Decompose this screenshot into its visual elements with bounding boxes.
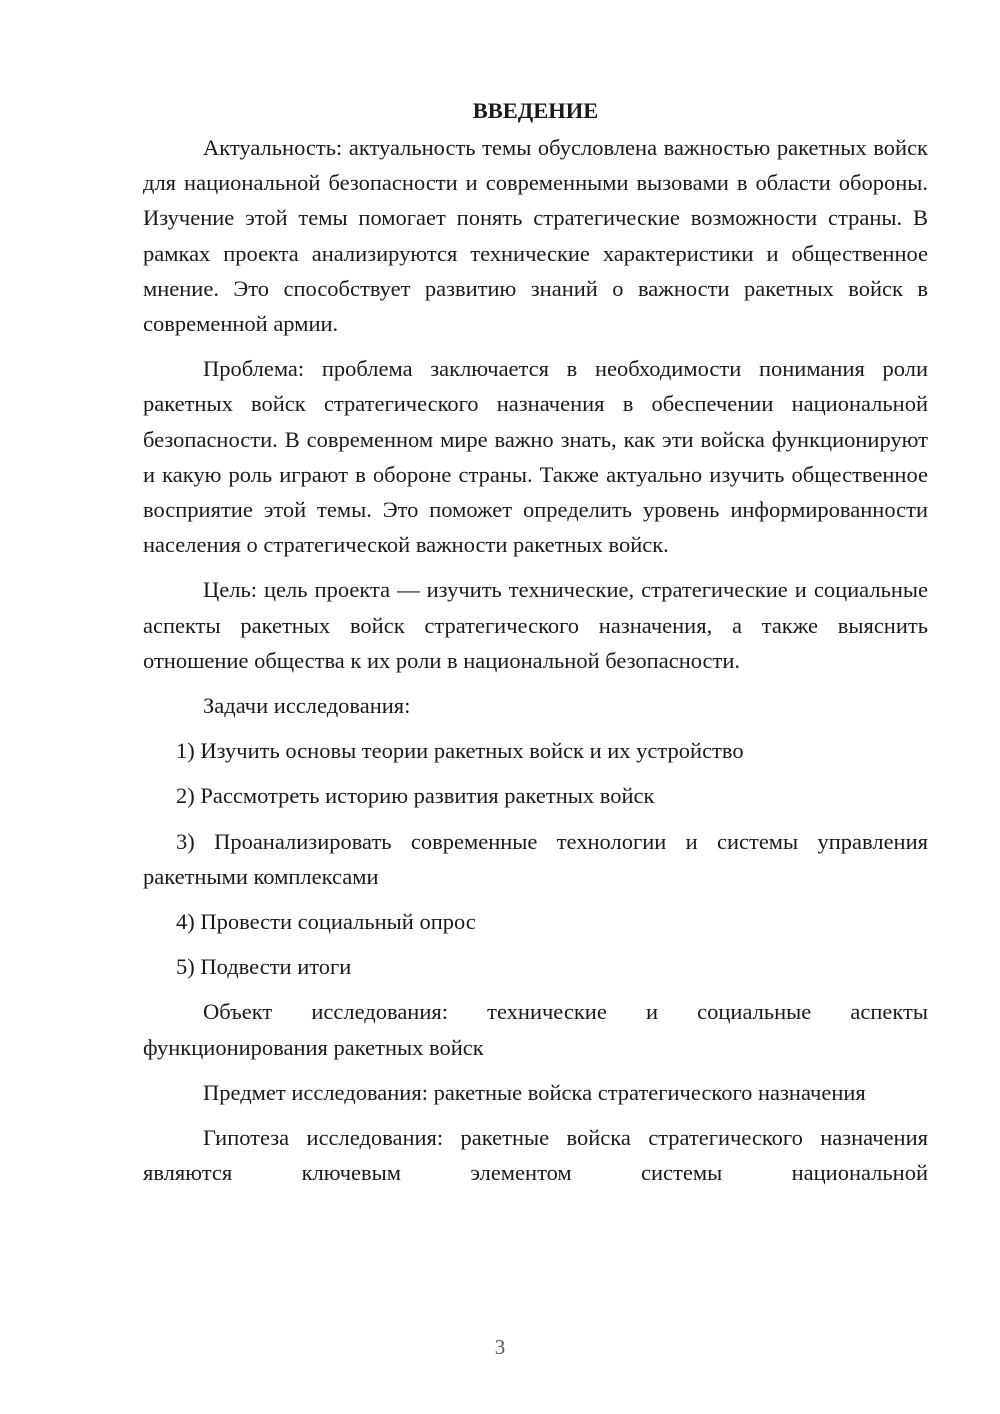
task-item-1: 1) Изучить основы теории ракетных войск и их устройство xyxy=(176,738,744,764)
paragraph-goal: Цель: цель проекта — изучить технические, стратегические и социальные аспекты ракетных войск стратегического назначения, а также выяснить отношение общества к их роли в национальной безопасности. xyxy=(143,577,928,673)
tasks-title: Задачи исследования: xyxy=(203,693,411,719)
paragraph-hypothesis: Гипотеза исследования: ракетные войска стратегического назначения являются ключевым элементом системы национальной xyxy=(143,1125,928,1186)
task-item-2: 2) Рассмотреть историю развития ракетных войск xyxy=(176,783,655,809)
page-content xyxy=(143,92,928,1190)
paragraph-subject: Предмет исследования: ракетные войска стратегического назначения xyxy=(203,1079,866,1105)
page-number: 3 xyxy=(494,1335,506,1359)
paragraph-problem: Проблема: проблема заключается в необходимости понимания роли ракетных войск стратегического назначения в обеспечении национальной безопасности. В современном мире важно знать, как эти войска функционируют и какую роль играют в обороне страны. Также актуально изучить общественное восприятие этой темы. Это поможет определить уровень информированности населения о стратегической важности ракетных войск. xyxy=(143,356,928,558)
task-item-4: 4) Провести социальный опрос xyxy=(176,909,476,935)
task-item-5: 5) Подвести итоги xyxy=(176,954,352,980)
paragraph-object: Объект исследования: технические и социальные аспекты функционирования ракетных войск xyxy=(143,999,928,1060)
task-item-3: 3) Проанализировать современные технологии и системы управления ракетными комплексами xyxy=(143,828,928,889)
section-heading: ВВЕДЕНИЕ xyxy=(472,98,599,123)
paragraph-relevance: Актуальность: актуальность темы обусловлена важностью ракетных войск для национальной безопасности и современными вызовами в области обороны. Изучение этой темы помогает понять стратегические возможности страны. В рамках проекта анализируются технические характеристики и общественное мнение. Это способствует развитию знаний о важности ракетных войск в современной армии. xyxy=(143,135,928,337)
